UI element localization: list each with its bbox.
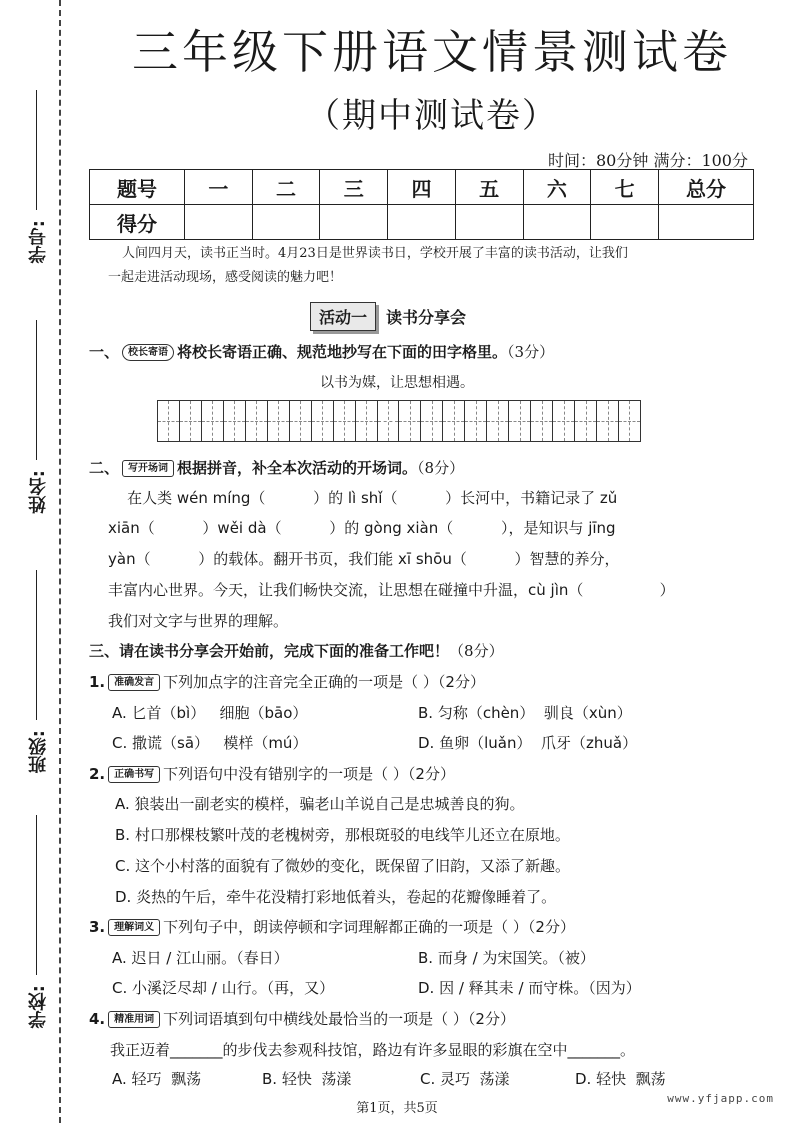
option-b[interactable]: B. 匀称（chèn） 驯良（xùn） bbox=[418, 704, 632, 722]
option-d[interactable]: D. 鱼卵（luǎn） 爪牙（zhuǎ） bbox=[418, 734, 638, 752]
tianzige-cell[interactable] bbox=[312, 401, 334, 441]
option-c[interactable]: C. 这个小村落的面貌有了微妙的变化，既保留了旧韵，又添了新趣。 bbox=[115, 857, 571, 875]
option-b[interactable]: B. 轻快 荡漾 bbox=[262, 1070, 352, 1088]
score-table-cell: 总分 bbox=[659, 170, 754, 205]
score-input-cell[interactable] bbox=[591, 205, 659, 240]
tianzige-cell[interactable] bbox=[268, 401, 290, 441]
school-underline bbox=[36, 815, 37, 975]
subquestion-stem: 下列加点字的注音完全正确的一项是（ ）（2分） bbox=[163, 673, 485, 691]
option-a[interactable]: A. 迟日 / 江山丽。（春日） bbox=[112, 949, 289, 967]
question-text: 根据拼音，补全本次活动的开场词。 bbox=[177, 459, 418, 477]
tianzige-cell[interactable] bbox=[158, 401, 180, 441]
option-d[interactable]: D. 炎热的午后，牵牛花没精打彩地低着头，卷起的花瓣像睡着了。 bbox=[115, 888, 557, 906]
score-input-cell[interactable] bbox=[659, 205, 754, 240]
score-table-cell: 七 bbox=[591, 170, 659, 205]
subquestion-number: 2. bbox=[89, 765, 106, 783]
school-label: 学校: bbox=[28, 985, 49, 1029]
question-score: （3分） bbox=[507, 343, 555, 361]
class-label: 班级: bbox=[28, 730, 49, 774]
fill-sentence: 我正迈着_______的步伐去参观科技馆，路边有许多显眼的彩旗在空中_______。 bbox=[110, 1041, 636, 1059]
score-input-cell[interactable] bbox=[455, 205, 523, 240]
fill-blank-line[interactable]: 丰富内心世界。今天，让我们畅快交流，让思想在碰撞中升温，cù jìn（ ） bbox=[108, 581, 675, 599]
principal-motto: 以书为媒，让思想相遇。 bbox=[320, 375, 474, 391]
subquestion-3 bbox=[89, 916, 575, 937]
tianzige-cell[interactable] bbox=[180, 401, 202, 441]
class-underline bbox=[36, 570, 37, 720]
question-tag: 准确发言 bbox=[108, 674, 160, 691]
score-table-header-row bbox=[90, 170, 754, 205]
student-id-underline bbox=[36, 90, 37, 210]
question-1-heading bbox=[89, 341, 554, 362]
tianzige-cell[interactable] bbox=[202, 401, 224, 441]
score-table-cell: 五 bbox=[455, 170, 523, 205]
subquestion-number: 3. bbox=[89, 918, 106, 936]
exam-title: 三年级下册语文情景测试卷 bbox=[132, 25, 732, 79]
option-c[interactable]: C. 灵巧 荡漾 bbox=[420, 1070, 510, 1088]
page-number: 第1页，共5页 bbox=[356, 1101, 438, 1116]
exam-subtitle: （期中测试卷） bbox=[306, 96, 558, 136]
option-a[interactable]: A. 匕首（bì） 细胞（bāo） bbox=[112, 704, 308, 722]
question-text: 将校长寄语正确、规范地抄写在下面的田字格里。 bbox=[177, 343, 508, 361]
question-number: 一、 bbox=[89, 343, 120, 361]
question-tag: 精准用词 bbox=[108, 1011, 160, 1028]
question-number: 三、 bbox=[89, 642, 120, 660]
subquestion-4 bbox=[89, 1008, 515, 1029]
option-c[interactable]: C. 小溪泛尽却 / 山行。（再，又） bbox=[112, 979, 335, 997]
question-score: （8分） bbox=[417, 459, 465, 477]
school-field[interactable] bbox=[14, 815, 50, 1030]
score-input-cell[interactable] bbox=[320, 205, 388, 240]
question-number: 二、 bbox=[89, 459, 120, 477]
score-table-cell: 三 bbox=[320, 170, 388, 205]
activity-badge: 活动一 bbox=[310, 302, 376, 331]
question-tag: 写开场词 bbox=[122, 460, 174, 477]
activity-heading bbox=[310, 302, 466, 331]
score-input-cell[interactable] bbox=[388, 205, 456, 240]
score-table-cell: 四 bbox=[388, 170, 456, 205]
option-b[interactable]: B. 而身 / 为宋国笑。（被） bbox=[418, 949, 595, 967]
tianzige-cell[interactable] bbox=[597, 401, 619, 441]
tianzige-cell[interactable] bbox=[334, 401, 356, 441]
site-watermark: www.yfjapp.com bbox=[667, 1092, 774, 1105]
question-score: （8分） bbox=[449, 642, 504, 660]
score-table-cell: 六 bbox=[523, 170, 591, 205]
question-text: 请在读书分享会开始前，完成下面的准备工作吧！ bbox=[119, 642, 450, 660]
fill-blank-line[interactable]: yàn（ ）的载体。翻开书页，我们能 xī shōu（ ）智慧的养分， bbox=[108, 550, 620, 568]
option-b[interactable]: B. 村口那棵枝繁叶茂的老槐树旁，那根斑驳的电线竿儿还立在原地。 bbox=[115, 826, 570, 844]
score-input-cell[interactable] bbox=[523, 205, 591, 240]
question-2-heading bbox=[89, 457, 464, 478]
tianzige-cell[interactable] bbox=[399, 401, 421, 441]
activity-name: 读书分享会 bbox=[386, 308, 467, 327]
score-table-cell: 题号 bbox=[90, 170, 185, 205]
fill-blank-line[interactable]: 在人类 wén míng（ ）的 lì shǐ（ ）长河中，书籍记录了 zǔ bbox=[108, 489, 618, 507]
question-tag: 正确书写 bbox=[108, 766, 160, 783]
tianzige-cell[interactable] bbox=[356, 401, 378, 441]
score-table-score-row bbox=[90, 205, 754, 240]
tianzige-cell[interactable] bbox=[378, 401, 400, 441]
score-table bbox=[89, 169, 754, 240]
tianzige-cell[interactable] bbox=[487, 401, 509, 441]
score-input-cell[interactable] bbox=[252, 205, 320, 240]
tianzige-cell[interactable] bbox=[421, 401, 443, 441]
tianzige-cell[interactable] bbox=[465, 401, 487, 441]
intro-paragraph bbox=[108, 242, 718, 290]
subquestion-1 bbox=[89, 671, 485, 692]
score-table-cell: 二 bbox=[252, 170, 320, 205]
option-a[interactable]: A. 狼装出一副老实的模样，骗老山羊说自己是忠城善良的狗。 bbox=[115, 795, 525, 813]
question-tag: 校长寄语 bbox=[122, 344, 174, 361]
tianzige-cell[interactable] bbox=[553, 401, 575, 441]
fill-blank-line: 我们对文字与世界的理解。 bbox=[108, 612, 289, 630]
tianzige-cell[interactable] bbox=[531, 401, 553, 441]
score-table-cell: 一 bbox=[185, 170, 253, 205]
student-id-label: 学号: bbox=[28, 220, 49, 264]
subquestion-stem: 下列句子中，朗读停顿和字词理解都正确的一项是（ ）（2分） bbox=[163, 918, 575, 936]
tianzige-cell[interactable] bbox=[224, 401, 246, 441]
tianzige-cell[interactable] bbox=[443, 401, 465, 441]
tianzige-cell[interactable] bbox=[290, 401, 312, 441]
binding-dashed-line bbox=[59, 0, 61, 1123]
class-field[interactable] bbox=[14, 570, 50, 780]
tianzige-cell[interactable] bbox=[509, 401, 531, 441]
score-input-cell[interactable] bbox=[185, 205, 253, 240]
score-row-label: 得分 bbox=[90, 205, 185, 240]
tianzige-cell[interactable] bbox=[575, 401, 597, 441]
subquestion-number: 1. bbox=[89, 673, 106, 691]
option-c[interactable]: C. 撒谎（sā） 模样（mú） bbox=[112, 734, 308, 752]
option-a[interactable]: A. 轻巧 飘荡 bbox=[112, 1070, 202, 1088]
time-info: 时间：80分钟 满分：100分 bbox=[548, 151, 748, 170]
subquestion-2 bbox=[89, 763, 455, 784]
student-id-field[interactable] bbox=[14, 90, 50, 270]
option-d[interactable]: D. 轻快 飘荡 bbox=[575, 1070, 666, 1088]
subquestion-stem: 下列词语填到句中横线处最恰当的一项是（ ）（2分） bbox=[163, 1010, 515, 1028]
tianzige-cell[interactable] bbox=[246, 401, 268, 441]
fill-blank-line[interactable]: xiān（ ）wěi dà（ ）的 gòng xiàn（ ），是知识与 jīng bbox=[108, 519, 616, 537]
question-3-heading bbox=[89, 640, 504, 661]
option-d[interactable]: D. 因 / 释其耒 / 而守株。（因为） bbox=[418, 979, 641, 997]
name-field[interactable] bbox=[14, 320, 50, 520]
tianzige-cell[interactable] bbox=[619, 401, 640, 441]
intro-line: 一起走进活动现场，感受阅读的魅力吧！ bbox=[108, 270, 343, 285]
question-tag: 理解词义 bbox=[108, 919, 160, 936]
name-label: 姓名: bbox=[28, 470, 49, 514]
subquestion-stem: 下列语句中没有错别字的一项是（ ）（2分） bbox=[163, 765, 455, 783]
tianzige-grid[interactable] bbox=[157, 400, 641, 442]
intro-line: 人间四月天，读书正当时。4月23日是世界读书日，学校开展了丰富的读书活动，让我们 bbox=[122, 246, 628, 261]
subquestion-number: 4. bbox=[89, 1010, 106, 1028]
